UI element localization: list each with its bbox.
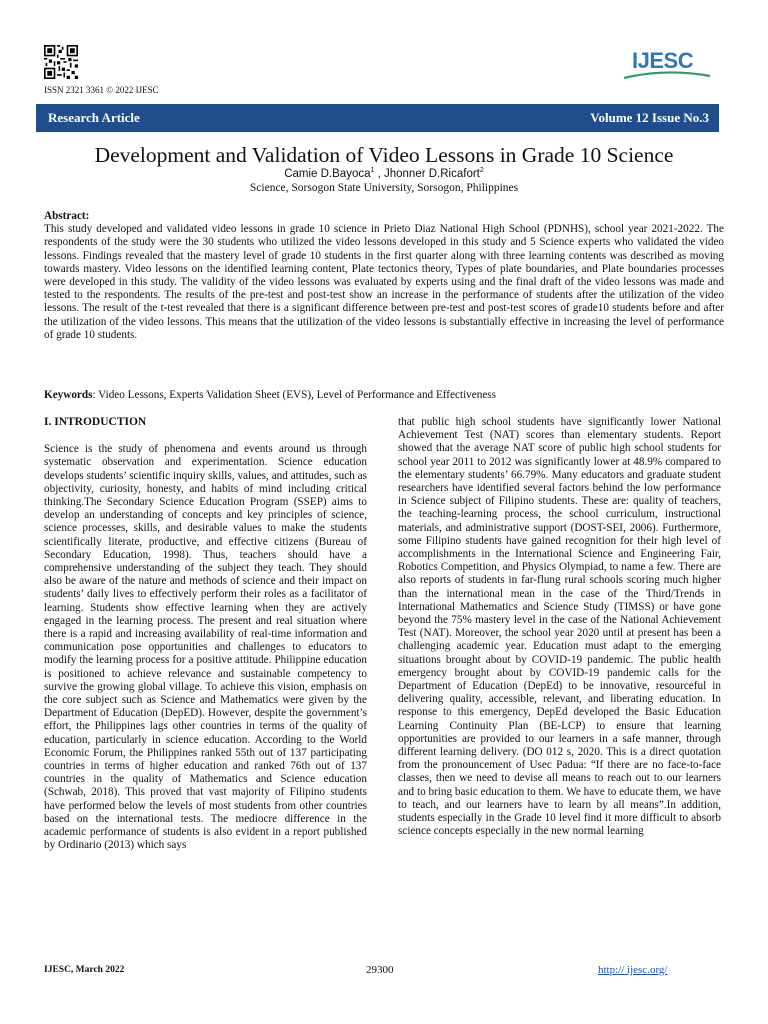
keywords-text: : Video Lessons, Experts Validation Sheet (EVS), Level of Performance and Effectiveness — [92, 389, 497, 401]
article-header-bar — [36, 104, 719, 132]
body-column-left — [44, 416, 367, 853]
abstract-text: This study developed and validated video lessons in grade 10 science in Prieto Diaz National High School (PDNHS), school year 2021-2022. The respondents of the study were the 30 students who utilized the video lessons developed in this study and 5 Science experts who validated the video lessons. Findings revealed that the mastery level of grade 10 students in the first quarter along with three learning contents was described as moving towards mastery. Video lessons on the identified learning content, Plate tectonics theory, Types of plate boundaries, and Plate boundaries processes were developed in this study. The validity of the video lessons was evaluated by experts using and the final draft of the video lessons was made and tested to the respondents. The results of the pre-test and post-test show an increase in the performance of students after the utilization of the video lessons. The result of the t-test revealed that there is a significant difference between pre-test and post-test scores of grade10 students before and after the utilization of the video lessons. This means that the utilization of the video lessons is substantially effective in increasing the level of performance of grade 10 students. — [44, 223, 724, 341]
journal-logo: IJESC — [632, 48, 694, 73]
author-1-affil-mark: 1 — [370, 167, 375, 174]
author-1: Camie D.Bayoca — [284, 167, 371, 180]
journal-website-link[interactable]: http:// ijesc.org/ — [598, 964, 668, 976]
author-separator: , — [374, 167, 384, 180]
author-2: Jhonner D.Ricafort — [384, 167, 480, 180]
abstract-block — [44, 210, 724, 342]
page-number: 29300 — [366, 964, 394, 976]
author-2-affil-mark: 2 — [479, 167, 484, 174]
abstract-heading: Abstract: — [44, 210, 90, 222]
issn-line: ISSN 2321 3361 © 2022 IJESC — [44, 85, 159, 95]
affiliation: Science, Sorsogon State University, Sorsogon, Philippines — [249, 182, 519, 194]
keywords-label: Keywords — [44, 389, 93, 401]
footer-journal-date: IJESC, March 2022 — [44, 965, 125, 975]
qr-code-icon — [44, 45, 78, 79]
volume-issue: Volume 12 Issue No.3 — [590, 110, 709, 125]
logo-swoosh-icon — [620, 50, 712, 82]
body-column-right — [398, 416, 721, 839]
keywords-line — [44, 389, 724, 401]
article-type: Research Article — [48, 110, 140, 125]
intro-paragraph-left: Science is the study of phenomena and events around us through systematic observation and experimentation. Science education develops students’ scientific inquiry skills, values, and attitudes, such as objectivity, curiosity, honesty, and habits of mind including critical thinking.The Secondary Science Education Program (SSEP) aims to develop an understanding of concepts and key principles of science, science processes, skills, and desirable values to make the students scientifically literate, productive, and effective citizens (Bureau of Secondary Education, 1998). Thus, teachers should have a comprehensive understanding of the subject they teach. They should also be aware of the nature and methods of science and their impact on students’ daily lives to effectively perform their roles as a facilitator of learning. Students show effective learning when they are actively engaged in the learning process. The present and real situation where there is a rapid and increasing availability of real-time information and communication pose opportunities and challenges to educators to modify the learning process for a positive attitude. Philippine education is positioned to achieve relevance and sustainable competency to survive the growing global village. To achieve this vision, emphasis on the core subject such as Science and Mathematics were given by the Department of Education (DepED). However, despite the government’s effort, the Philippines lags other countries in terms of the quality of education, particularly in science education. According to the World Economic Forum, the Philippines ranked 55th out of 137 participating countries in terms of higher education and ranked 76th out of 137 countries in the quality of Mathematics and Science education (Schwab, 2018). This proved that vast majority of Filipino students have performed below the levels of most students from other countries based on the international tests. The mediocre difference in the academic performance of students is also evident in a report published by Ordinario (2013) which says — [44, 443, 367, 852]
intro-paragraph-right: that public high school students have significantly lower National Achievement Test (NAT) scores than elementary students. Report showed that the average NAT score of public high school students for school year 2011 to 2012 was significantly lower at 48.9% compared to the elementary students’ 66.79%. Many educators and graduate student researchers have identified several factors behind the low performance in Science subject of Filipino students. These are: quality of teachers, the teaching-learning process, the school curriculum, instructional materials, and administrative support (DOST-SEI, 2006). Furthermore, some Filipino students have gained recognition for their high level of accomplishments in the International Science and Engineering Fair, Robotics Competition, and Physics Olympiad, to name a few. There are also reports of students in far-flung rural schools scoring much higher than the international mean in the case of the Third/Trends in International Mathematics and Science Study (TIMSS) or have gone beyond the 75% mastery level in the case of the National Achievement Test (NAT). Moreover, the school year 2020 until at present has been a challenging academic year. Education must adapt to the emerging situations brought about by COVID-19 pandemic. The public health emergency brought about by COVID-19 pandemic calls for the Department of Education (DepEd) to be innovative, resourceful in delivering quality, accessible, relevant, and liberating education. In response to this emergency, DepEd developed the Basic Education Learning Continuity Plan (BE-LCP) to ensure that learning opportunities are provided to our learners in a safe manner, through different learning delivery. (DO 012 s, 2020. This is a direct quotation from the pronouncement of Usec Padua: “If there are no face-to-face classes, then we need to devise all means to reach out to our learners and to bring basic education to them. We have to educate them, we have to teach, and our learners have to learn by all means”.In addition, students especially in the Grade 10 level find it more difficult to absorb science concepts especially in the new normal learning — [398, 416, 721, 838]
section-heading-introduction: I. INTRODUCTION — [44, 416, 147, 428]
paper-title: Development and Validation of Video Lessons in Grade 10 Science — [94, 143, 674, 167]
author-line — [0, 167, 768, 180]
